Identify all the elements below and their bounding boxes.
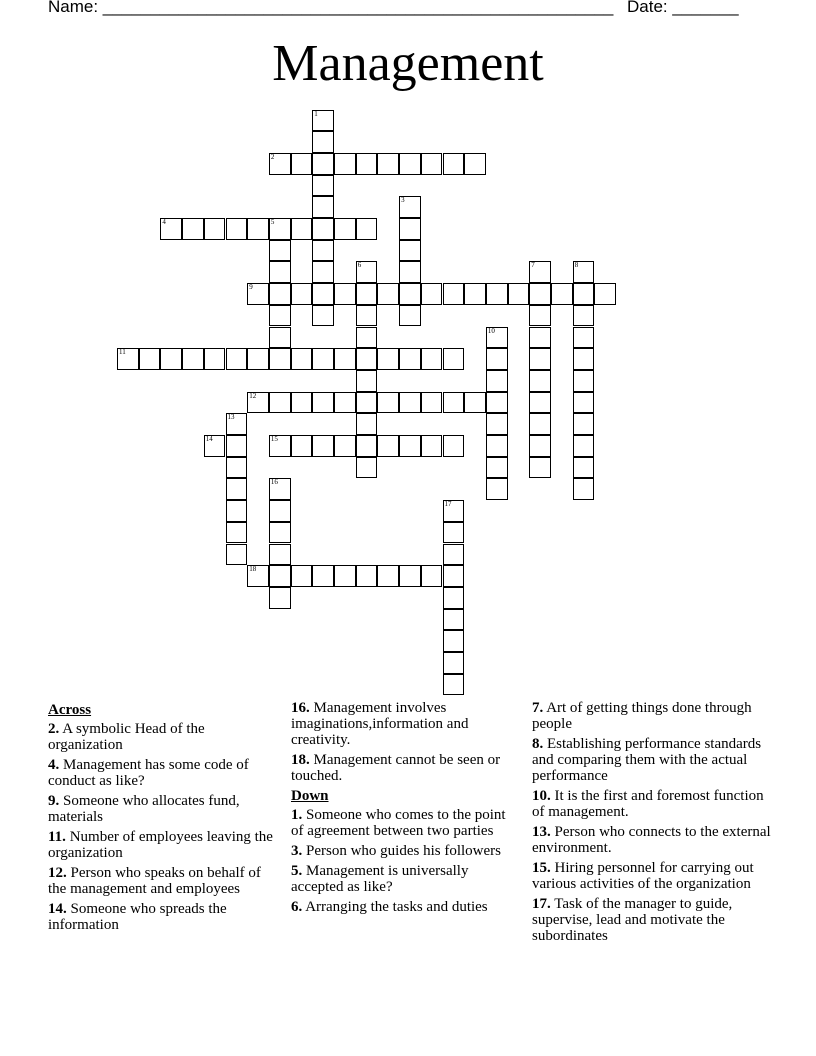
across-heading: Across <box>48 702 92 718</box>
clue-across-11 <box>48 829 280 861</box>
crossword-cell[interactable] <box>247 565 269 587</box>
crossword-cell[interactable] <box>291 348 313 370</box>
crossword-cell[interactable] <box>443 392 465 414</box>
clue-number: 2. <box>48 721 60 737</box>
down-heading: Down <box>291 788 329 804</box>
crossword-cell[interactable] <box>291 283 313 305</box>
crossword-cell[interactable] <box>226 478 248 500</box>
name-field[interactable]: Name: ______________________________________________________ <box>48 0 614 16</box>
crossword-cell[interactable] <box>312 110 334 132</box>
crossword-cell[interactable] <box>269 283 291 305</box>
crossword-cell[interactable] <box>334 565 356 587</box>
clue-number: 15. <box>532 860 551 876</box>
crossword-cell[interactable] <box>486 283 508 305</box>
crossword-cell[interactable] <box>139 348 161 370</box>
clue-column-1 <box>48 700 280 937</box>
crossword-cell[interactable] <box>399 218 421 240</box>
crossword-cell[interactable] <box>334 153 356 175</box>
crossword-cell[interactable] <box>160 348 182 370</box>
crossword-cell[interactable] <box>334 218 356 240</box>
crossword-cell[interactable] <box>529 327 551 349</box>
cell-number: 10 <box>487 326 495 335</box>
crossword-cell[interactable] <box>356 348 378 370</box>
crossword-cell[interactable] <box>247 218 269 240</box>
crossword-cell[interactable] <box>291 218 313 240</box>
clue-text: Person who guides his followers <box>306 843 501 859</box>
clue-down-13 <box>532 824 772 856</box>
clue-down-10 <box>532 788 772 820</box>
clue-number: 16. <box>291 700 310 716</box>
clue-across-14 <box>48 901 280 933</box>
crossword-cell[interactable] <box>443 544 465 566</box>
crossword-cell[interactable] <box>356 327 378 349</box>
crossword-cell[interactable] <box>291 565 313 587</box>
crossword-cell[interactable] <box>312 392 334 414</box>
crossword-cell[interactable] <box>399 348 421 370</box>
crossword-cell[interactable] <box>334 283 356 305</box>
crossword-cell[interactable] <box>573 392 595 414</box>
clue-down-1 <box>291 807 511 839</box>
cell-number: 4 <box>162 218 166 226</box>
crossword-cell[interactable] <box>204 218 226 240</box>
crossword-cell[interactable] <box>529 457 551 479</box>
crossword-cell[interactable] <box>312 240 334 262</box>
cell-number: 14 <box>205 435 213 443</box>
clue-column-3 <box>532 700 772 948</box>
crossword-cell[interactable] <box>573 413 595 435</box>
crossword-cell[interactable] <box>117 348 139 370</box>
crossword-cell[interactable] <box>226 544 248 566</box>
clue-text: Art of getting things done through people <box>532 700 752 732</box>
crossword-cell[interactable] <box>312 196 334 218</box>
crossword-cell[interactable] <box>377 392 399 414</box>
clue-across-9 <box>48 793 280 825</box>
cell-number: 18 <box>249 565 257 574</box>
clue-number: 11. <box>48 829 66 845</box>
crossword-cell[interactable] <box>573 261 595 283</box>
crossword-cell[interactable] <box>269 500 291 522</box>
crossword-cell[interactable] <box>269 544 291 566</box>
crossword-cell[interactable] <box>312 348 334 370</box>
clue-text: Hiring personnel for carrying out various activities of the organization <box>532 860 754 892</box>
crossword-cell[interactable] <box>443 153 465 175</box>
clue-text: A symbolic Head of the organization <box>48 721 205 753</box>
crossword-cell[interactable] <box>356 392 378 414</box>
cell-number: 3 <box>401 196 405 205</box>
crossword-cell[interactable] <box>486 435 508 457</box>
clue-number: 13. <box>532 824 551 840</box>
cell-number: 7 <box>531 261 535 270</box>
crossword-cell[interactable] <box>269 305 291 327</box>
crossword-cell[interactable] <box>291 435 313 457</box>
cell-number: 11 <box>119 348 126 357</box>
clue-number: 6. <box>291 899 303 915</box>
clue-text: Number of employees leaving the organization <box>48 829 273 861</box>
crossword-cell[interactable] <box>421 153 443 175</box>
clue-down-7 <box>532 700 772 732</box>
crossword-cell[interactable] <box>291 153 313 175</box>
crossword-cell[interactable] <box>312 218 334 240</box>
clue-column-2 <box>291 700 511 919</box>
crossword-cell[interactable] <box>247 392 269 414</box>
crossword-cell[interactable] <box>421 348 443 370</box>
crossword-cell[interactable] <box>356 305 378 327</box>
clue-text: Someone who spreads the information <box>48 901 227 933</box>
crossword-cell[interactable] <box>443 630 465 652</box>
page-title: Management <box>272 35 544 92</box>
clue-text: Management is universally accepted as like? <box>291 863 469 895</box>
crossword-cell[interactable] <box>529 305 551 327</box>
crossword-cell[interactable] <box>182 218 204 240</box>
crossword-cell[interactable] <box>573 370 595 392</box>
crossword-cell[interactable] <box>443 674 465 696</box>
crossword-cell[interactable] <box>529 283 551 305</box>
crossword-cell[interactable] <box>486 327 508 349</box>
crossword-cell[interactable] <box>377 348 399 370</box>
crossword-cell[interactable] <box>443 348 465 370</box>
crossword-cell[interactable] <box>399 435 421 457</box>
clue-text: Arranging the tasks and duties <box>305 899 488 915</box>
clue-number: 12. <box>48 865 67 881</box>
crossword-cell[interactable] <box>421 565 443 587</box>
crossword-cell[interactable] <box>269 218 291 240</box>
crossword-cell[interactable] <box>312 435 334 457</box>
crossword-cell[interactable] <box>464 153 486 175</box>
crossword-cell[interactable] <box>486 348 508 370</box>
clue-down-6 <box>291 899 511 915</box>
crossword-cell[interactable] <box>269 522 291 544</box>
clue-text: Management has some code of conduct as like? <box>48 757 249 789</box>
crossword-cell[interactable] <box>529 392 551 414</box>
crossword-cell[interactable] <box>421 435 443 457</box>
crossword-cell[interactable] <box>312 305 334 327</box>
crossword-cell[interactable] <box>269 565 291 587</box>
crossword-cell[interactable] <box>443 435 465 457</box>
clue-text: Establishing performance standards and comparing them with the actual performance <box>532 736 762 784</box>
clue-number: 1. <box>291 807 303 823</box>
clue-text: Someone who allocates fund, materials <box>48 793 240 825</box>
crossword-cell[interactable] <box>421 392 443 414</box>
clue-down-5 <box>291 863 511 895</box>
crossword-cell[interactable] <box>399 261 421 283</box>
crossword-cell[interactable] <box>486 478 508 500</box>
clue-number: 7. <box>532 700 544 716</box>
crossword-cell[interactable] <box>529 370 551 392</box>
clue-down-8 <box>532 736 772 784</box>
crossword-cell[interactable] <box>269 153 291 175</box>
crossword-cell[interactable] <box>269 587 291 609</box>
clue-across-2 <box>48 721 280 753</box>
clue-number: 5. <box>291 863 303 879</box>
crossword-cell[interactable] <box>529 413 551 435</box>
cell-number: 1 <box>314 109 318 118</box>
crossword-cell[interactable] <box>421 283 443 305</box>
crossword-cell[interactable] <box>443 652 465 674</box>
crossword-cell[interactable] <box>291 392 313 414</box>
cell-number: 5 <box>270 218 275 226</box>
crossword-cell[interactable] <box>356 261 378 283</box>
crossword-cell[interactable] <box>529 435 551 457</box>
cell-number: 8 <box>574 261 579 270</box>
crossword-cell[interactable] <box>226 457 248 479</box>
crossword-cell[interactable] <box>443 587 465 609</box>
crossword-cell[interactable] <box>334 392 356 414</box>
clue-down-17 <box>532 896 772 944</box>
crossword-cell[interactable] <box>312 131 334 153</box>
clue-text: It is the first and foremost function of management. <box>532 788 764 820</box>
clue-text: Management involves imaginations,information and creativity. <box>291 700 469 748</box>
crossword-cell[interactable] <box>464 283 486 305</box>
crossword-cell[interactable] <box>573 457 595 479</box>
clue-number: 9. <box>48 793 60 809</box>
crossword-cell[interactable] <box>269 478 291 500</box>
crossword-cell[interactable] <box>226 413 248 435</box>
crossword-cell[interactable] <box>443 522 465 544</box>
crossword-cell[interactable] <box>508 283 530 305</box>
crossword-cell[interactable] <box>399 392 421 414</box>
crossword-cell[interactable] <box>247 283 269 305</box>
crossword-cell[interactable] <box>226 500 248 522</box>
clue-across-18 <box>291 752 511 784</box>
crossword-cell[interactable] <box>269 392 291 414</box>
crossword-cell[interactable] <box>312 283 334 305</box>
cell-number: 6 <box>357 261 362 270</box>
crossword-cell[interactable] <box>573 435 595 457</box>
clue-text: Person who speaks on behalf of the management and employees <box>48 865 261 897</box>
crossword-cell[interactable] <box>464 392 486 414</box>
crossword-cell[interactable] <box>377 283 399 305</box>
crossword-cell[interactable] <box>334 348 356 370</box>
date-field[interactable]: Date: _______ <box>627 0 739 16</box>
crossword-cell[interactable] <box>204 348 226 370</box>
crossword-cell[interactable] <box>399 153 421 175</box>
crossword-cell[interactable] <box>204 435 226 457</box>
crossword-cell[interactable] <box>312 261 334 283</box>
crossword-cell[interactable] <box>356 413 378 435</box>
crossword-cell[interactable] <box>269 327 291 349</box>
crossword-cell[interactable] <box>399 196 421 218</box>
clue-number: 17. <box>532 896 551 912</box>
crossword-cell[interactable] <box>377 435 399 457</box>
crossword-cell[interactable] <box>573 327 595 349</box>
cell-number: 17 <box>444 500 452 509</box>
crossword-cell[interactable] <box>486 457 508 479</box>
crossword-cell[interactable] <box>356 565 378 587</box>
clue-number: 3. <box>291 843 303 859</box>
cell-number: 2 <box>270 152 275 161</box>
crossword-cell[interactable] <box>226 348 248 370</box>
clue-down-3 <box>291 843 511 859</box>
clue-across-12 <box>48 865 280 897</box>
clue-number: 14. <box>48 901 67 917</box>
cell-number: 12 <box>249 391 257 400</box>
crossword-cell[interactable] <box>399 283 421 305</box>
clue-number: 4. <box>48 757 60 773</box>
crossword-cell[interactable] <box>334 435 356 457</box>
clue-down-15 <box>532 860 772 892</box>
crossword-cell[interactable] <box>356 457 378 479</box>
crossword-cell[interactable] <box>269 261 291 283</box>
crossword-cell[interactable] <box>160 218 182 240</box>
crossword-cell[interactable] <box>269 435 291 457</box>
clue-number: 8. <box>532 736 544 752</box>
cell-number: 15 <box>270 435 278 443</box>
crossword-cell[interactable] <box>312 153 334 175</box>
crossword-cell[interactable] <box>573 348 595 370</box>
clue-text: Management cannot be seen or touched. <box>291 752 501 784</box>
crossword-cell[interactable] <box>399 565 421 587</box>
crossword-cell[interactable] <box>573 478 595 500</box>
crossword-cell[interactable] <box>356 153 378 175</box>
crossword-cell[interactable] <box>443 609 465 631</box>
crossword-cell[interactable] <box>529 261 551 283</box>
clue-number: 18. <box>291 752 310 768</box>
crossword-cell[interactable] <box>312 565 334 587</box>
crossword-cell[interactable] <box>269 348 291 370</box>
crossword-cell[interactable] <box>356 435 378 457</box>
cell-number: 13 <box>227 413 235 422</box>
clue-text: Someone who comes to the point of agreement between two parties <box>291 807 506 839</box>
crossword-cell[interactable] <box>399 305 421 327</box>
crossword-cell[interactable] <box>226 435 248 457</box>
crossword-cell[interactable] <box>443 283 465 305</box>
crossword-cell[interactable] <box>269 240 291 262</box>
crossword-cell[interactable] <box>182 348 204 370</box>
crossword-cell[interactable] <box>443 500 465 522</box>
crossword-cell[interactable] <box>486 413 508 435</box>
crossword-cell[interactable] <box>356 370 378 392</box>
clue-across-4 <box>48 757 280 789</box>
crossword-cell[interactable] <box>356 218 378 240</box>
cell-number: 16 <box>270 478 278 487</box>
crossword-cell[interactable] <box>443 565 465 587</box>
crossword-cell[interactable] <box>226 522 248 544</box>
crossword-cell[interactable] <box>486 392 508 414</box>
crossword-cell[interactable] <box>377 153 399 175</box>
crossword-cell[interactable] <box>486 370 508 392</box>
crossword-cell[interactable] <box>529 348 551 370</box>
clue-text: Task of the manager to guide, supervise, lead and motivate the subordinates <box>532 896 733 944</box>
clue-text: Person who connects to the external environment. <box>532 824 771 856</box>
crossword-cell[interactable] <box>573 283 595 305</box>
crossword-cell[interactable] <box>377 565 399 587</box>
clue-across-16 <box>291 700 511 748</box>
crossword-cell[interactable] <box>594 283 616 305</box>
crossword-cell[interactable] <box>247 348 269 370</box>
crossword-cell[interactable] <box>573 305 595 327</box>
crossword-cell[interactable] <box>312 175 334 197</box>
crossword-cell[interactable] <box>399 240 421 262</box>
crossword-cell[interactable] <box>226 218 248 240</box>
cell-number: 9 <box>249 283 253 292</box>
crossword-cell[interactable] <box>551 283 573 305</box>
crossword-cell[interactable] <box>356 283 378 305</box>
clue-number: 10. <box>532 788 551 804</box>
